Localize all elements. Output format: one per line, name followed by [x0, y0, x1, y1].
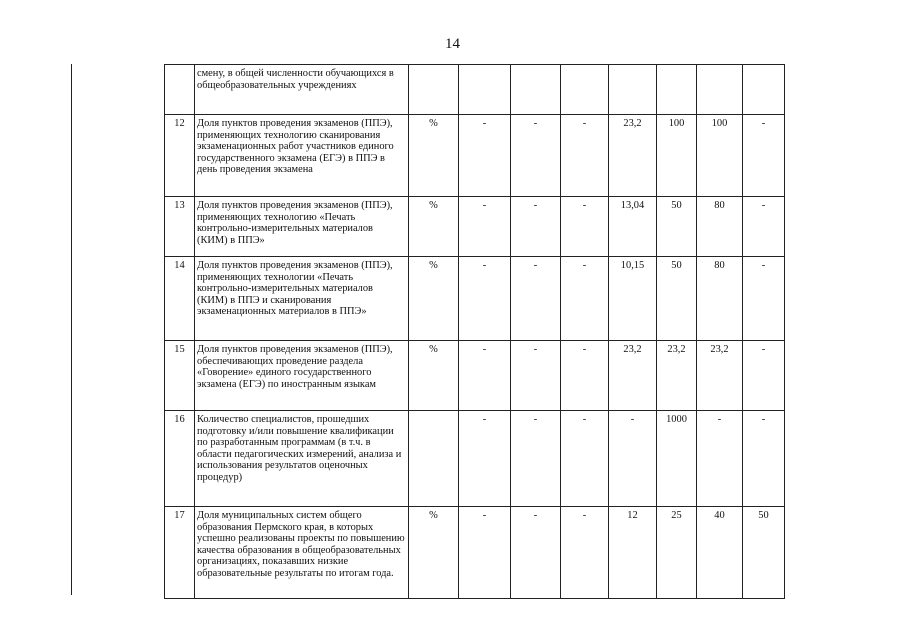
- value-cell: 40: [697, 507, 743, 599]
- value-cell: 50: [743, 507, 785, 599]
- indicator-description: Доля пунктов проведения экзаменов (ППЭ), применяющих технологии «Печать контрольно-измерительных материалов (КИМ) в ППЭ и сканирования экзаменационных материалов в ППЭ»: [195, 257, 409, 341]
- row-number: 16: [165, 411, 195, 507]
- value-cell: -: [743, 257, 785, 341]
- row-number: 17: [165, 507, 195, 599]
- value-cell: -: [459, 341, 511, 411]
- value-cell: -: [459, 411, 511, 507]
- table-row: [165, 65, 785, 115]
- value-cell: [609, 65, 657, 115]
- value-cell: -: [511, 257, 561, 341]
- value-cell: -: [743, 341, 785, 411]
- unit-cell: %: [409, 257, 459, 341]
- value-cell: -: [743, 411, 785, 507]
- value-cell: -: [511, 115, 561, 197]
- table-row: [165, 115, 785, 197]
- value-cell: -: [609, 411, 657, 507]
- table-row: [165, 341, 785, 411]
- value-cell: -: [561, 257, 609, 341]
- indicator-description: смену, в общей численности обучающихся в общеобразовательных учреждениях: [195, 65, 409, 115]
- value-cell: 10,15: [609, 257, 657, 341]
- unit-cell: %: [409, 341, 459, 411]
- value-cell: -: [511, 507, 561, 599]
- value-cell: -: [561, 197, 609, 257]
- value-cell: [511, 65, 561, 115]
- value-cell: -: [459, 507, 511, 599]
- value-cell: 50: [657, 257, 697, 341]
- indicator-description: Количество специалистов, прошедших подготовку и/или повышение квалификации по разработанным программам (в т.ч. в области педагогических измерений, анализа и использования результатов оценочных процедур): [195, 411, 409, 507]
- row-number: 14: [165, 257, 195, 341]
- value-cell: 80: [697, 197, 743, 257]
- value-cell: 23,2: [609, 115, 657, 197]
- row-number: [165, 65, 195, 115]
- table-row: [165, 507, 785, 599]
- unit-cell: %: [409, 197, 459, 257]
- value-cell: 25: [657, 507, 697, 599]
- value-cell: [697, 65, 743, 115]
- indicator-description: Доля муниципальных систем общего образования Пермского края, в которых успешно реализованы проекты по повышению качества образования в общеобразовательных организациях, показавших низкие образовательные результаты по итогам года.: [195, 507, 409, 599]
- value-cell: [561, 65, 609, 115]
- value-cell: -: [561, 411, 609, 507]
- row-number: 15: [165, 341, 195, 411]
- value-cell: 23,2: [609, 341, 657, 411]
- unit-cell: %: [409, 115, 459, 197]
- margin-rule: [71, 64, 72, 595]
- row-number: 13: [165, 197, 195, 257]
- value-cell: [743, 65, 785, 115]
- value-cell: -: [561, 507, 609, 599]
- value-cell: 80: [697, 257, 743, 341]
- value-cell: 1000: [657, 411, 697, 507]
- value-cell: -: [459, 197, 511, 257]
- page-number: 14: [445, 36, 460, 52]
- value-cell: 100: [657, 115, 697, 197]
- row-number: 12: [165, 115, 195, 197]
- value-cell: -: [511, 411, 561, 507]
- value-cell: [459, 65, 511, 115]
- value-cell: -: [459, 115, 511, 197]
- value-cell: [657, 65, 697, 115]
- value-cell: -: [561, 341, 609, 411]
- value-cell: 23,2: [657, 341, 697, 411]
- value-cell: 23,2: [697, 341, 743, 411]
- value-cell: -: [511, 197, 561, 257]
- value-cell: 13,04: [609, 197, 657, 257]
- table-row: [165, 257, 785, 341]
- value-cell: 12: [609, 507, 657, 599]
- indicator-description: Доля пунктов проведения экзаменов (ППЭ), применяющих технологию сканирования экзаменационных работ участников единого государственного экзамена (ЕГЭ) в ППЭ в день проведения экзамена: [195, 115, 409, 197]
- value-cell: 50: [657, 197, 697, 257]
- indicator-table: [164, 64, 785, 599]
- value-cell: -: [697, 411, 743, 507]
- indicator-description: Доля пунктов проведения экзаменов (ППЭ), обеспечивающих проведение раздела «Говорение» единого государственного экзамена (ЕГЭ) по иностранным языкам: [195, 341, 409, 411]
- value-cell: -: [561, 115, 609, 197]
- table-row: [165, 411, 785, 507]
- value-cell: 100: [697, 115, 743, 197]
- unit-cell: [409, 411, 459, 507]
- unit-cell: [409, 65, 459, 115]
- value-cell: -: [511, 341, 561, 411]
- table-row: [165, 197, 785, 257]
- value-cell: -: [743, 115, 785, 197]
- value-cell: -: [743, 197, 785, 257]
- indicator-description: Доля пунктов проведения экзаменов (ППЭ), применяющих технологию «Печать контрольно-измерительных материалов (КИМ) в ППЭ»: [195, 197, 409, 257]
- value-cell: -: [459, 257, 511, 341]
- unit-cell: %: [409, 507, 459, 599]
